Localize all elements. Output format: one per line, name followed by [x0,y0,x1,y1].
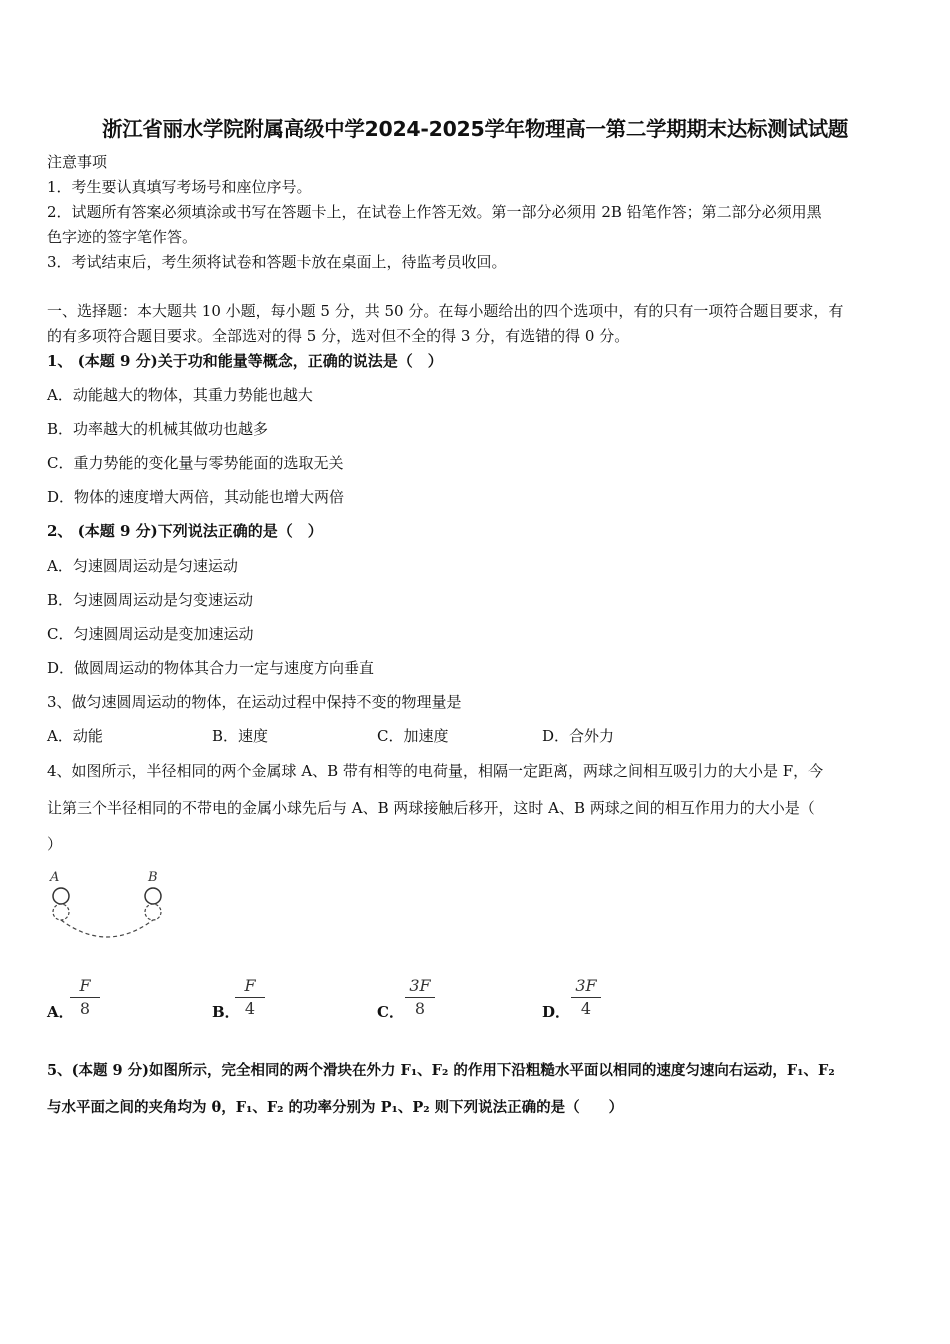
fraction-denominator: 4 [580,999,592,1018]
question-4-stem-line: 4、如图所示，半径相同的两个金属球 A、B 带有相等的电荷量，相隔一定距离，两球之间相互吸引力的大小是 F，今 [47,762,824,780]
q4-option-c-fraction [405,976,435,1019]
dashed-path-arc [61,920,153,937]
question-2-stem: 2、 (本题 9 分)下列说法正确的是（ ） [47,522,323,540]
q1-option-d: D．物体的速度增大两倍，其动能也增大两倍 [47,488,345,506]
q2-option-b: B．匀速圆周运动是匀变速运动 [47,591,254,609]
q4-option-d-fraction [571,976,601,1019]
notice-item: 色字迹的签字笔作答。 [47,228,198,246]
q4-option-a-letter: A． [47,1003,74,1021]
fraction-bar [70,997,100,998]
q2-option-a: A．匀速圆周运动是匀速运动 [47,557,238,575]
q4-option-d-letter: D． [542,1003,571,1021]
question-1-stem: 1、 (本题 9 分)关于功和能量等概念，正确的说法是（ ） [47,352,443,370]
question-4-stem-line: 让第三个半径相同的不带电的金属小球先后与 A、B 两球接触后移开，这时 A、B 两球之间的相互作用力的大小是（ [47,799,815,817]
fraction-denominator: 8 [414,999,426,1018]
q2-option-d: D．做圆周运动的物体其合力一定与速度方向垂直 [47,659,375,677]
question-5-stem-line: 5、(本题 9 分)如图所示，完全相同的两个滑块在外力 F₁、F₂ 的作用下沿粗糙水平面以相同的速度匀速向右运动，F₁、F₂ [47,1062,835,1079]
q4-option-a-fraction [70,976,100,1019]
fraction-bar [571,997,601,998]
notice-item: 1．考生要认真填写考场号和座位序号。 [47,178,312,196]
question-3-stem: 3、做匀速圆周运动的物体，在运动过程中保持不变的物理量是 [47,693,462,711]
q2-option-c: C．匀速圆周运动是变加速运动 [47,625,254,643]
fraction-bar [235,997,265,998]
q4-option-b-fraction [235,976,265,1019]
q3-option-a: A．动能 [47,727,103,745]
question-4-stem-line: ） [47,835,63,853]
page-title: 浙江省丽水学院附属高级中学2024-2025学年物理高一第二学期期末达标测试试题 [101,117,849,141]
fraction-numerator: 3F [409,976,431,995]
notice-item: 3．考试结束后，考生须将试卷和答题卡放在桌面上，待监考员收回。 [47,253,507,271]
sphere-a-dashed [53,904,69,920]
charged-spheres-diagram [44,864,179,946]
section-instructions-line: 的有多项符合题目要求。全部选对的得 5 分，选对但不全的得 3 分，有选错的得 0 分。 [47,327,630,345]
sphere-a-label: A [50,870,60,885]
fraction-denominator: 8 [79,999,91,1018]
section-instructions-line: 一、选择题：本大题共 10 小题，每小题 5 分，共 50 分。在每小题给出的四个选项中，有的只有一项符合题目要求，有 [47,302,844,320]
fraction-numerator: F [79,976,91,995]
q1-option-b: B．功率越大的机械其做功也越多 [47,420,269,438]
q1-option-a: A．动能越大的物体，其重力势能也越大 [47,386,313,404]
notice-item: 2．试题所有答案必须填涂或书写在答题卡上，在试卷上作答无效。第一部分必须用 2B 铅笔作答；第二部分必须用黑 [47,203,822,221]
q3-option-c: C．加速度 [377,727,449,745]
fraction-numerator: F [244,976,256,995]
notice-heading: 注意事项 [47,153,108,171]
q4-option-b-letter: B． [212,1003,240,1021]
sphere-a [53,888,69,904]
sphere-b-dashed [145,904,161,920]
q1-option-c: C．重力势能的变化量与零势能面的选取无关 [47,454,344,472]
q3-option-b: B．速度 [212,727,269,745]
sphere-b [145,888,161,904]
q4-option-c-letter: C． [377,1003,404,1021]
fraction-numerator: 3F [575,976,597,995]
sphere-b-label: B [148,870,158,885]
question-5-stem-line: 与水平面之间的夹角均为 θ，F₁、F₂ 的功率分别为 P₁、P₂ 则下列说法正确的是（ ） [47,1099,624,1116]
fraction-bar [405,997,435,998]
q3-option-d: D．合外力 [542,727,615,745]
fraction-denominator: 4 [244,999,256,1018]
